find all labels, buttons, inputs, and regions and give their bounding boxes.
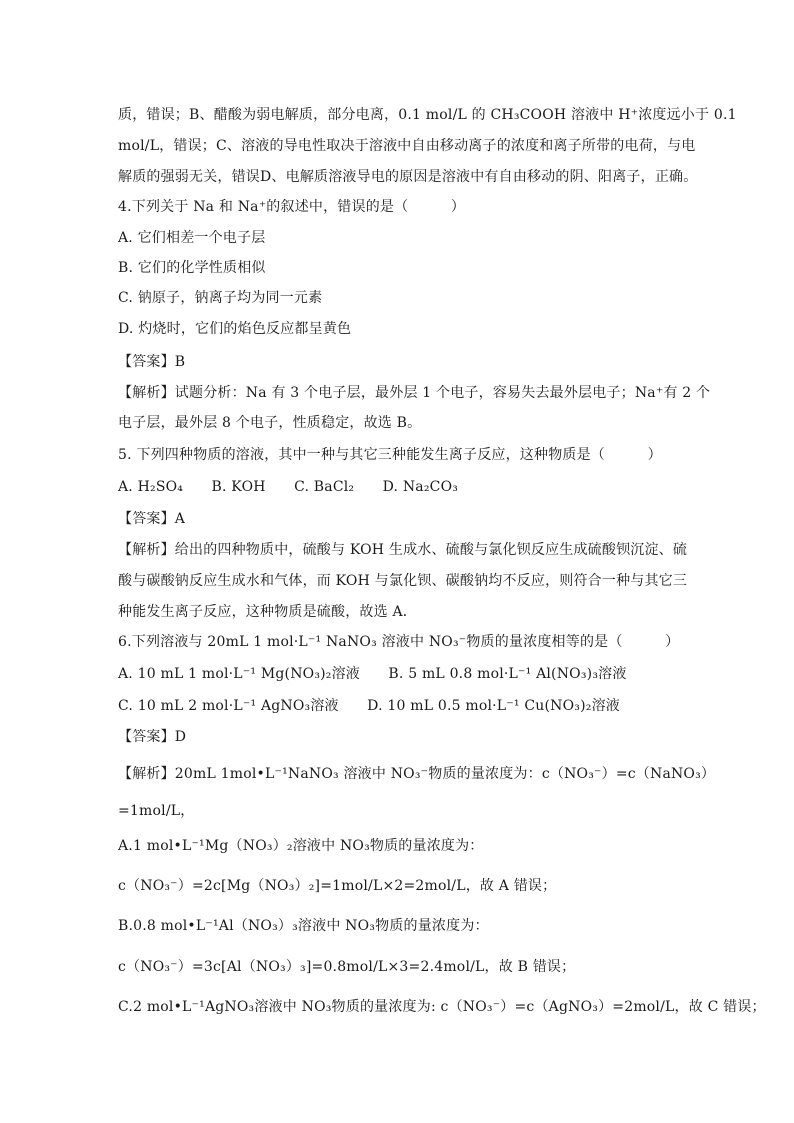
option-b: B. 它们的化学性质相似: [118, 260, 266, 276]
question-4-title: 4.下列关于 Na 和 Na⁺的叙述中，错误的是（ ）: [118, 199, 466, 215]
analysis-text: c（NO₃⁻）=2c[Mg（NO₃）₂]=1mol/L×2=2mol/L，故 A 错误；: [118, 878, 557, 894]
text-line: 解质的强弱无关，错误D、电解质溶液导电的原因是溶液中有自由移动的阴、阳离子，正确。: [118, 169, 698, 185]
option-a: A. 它们相差一个电子层: [118, 230, 266, 246]
question-5-title: 5. 下列四种物质的溶液，其中一种与其它三种能发生离子反应，这种物质是（ ）: [118, 447, 662, 463]
question-6-title: 6.下列溶液与 20mL 1 mol·L⁻¹ NaNO₃ 溶液中 NO₃⁻物质的量浓度相等的是（ ）: [118, 634, 680, 650]
answer-label: 【答案】A: [118, 511, 186, 527]
analysis-text: 电子层，最外层 8 个电子，性质稳定，故选 B。: [118, 415, 422, 431]
option-d: D. 灼烧时，它们的焰色反应都呈黄色: [118, 321, 352, 337]
answer-label: 【答案】D: [118, 729, 187, 745]
analysis-text: 种能发生离子反应，这种物质是硫酸，故选 A．: [118, 604, 417, 620]
text-line: 质，错误；B、醋酸为弱电解质，部分电离，0.1 mol/L 的 CH₃COOH 溶液中 H⁺浓度远小于 0.1: [118, 107, 737, 123]
answer-label: 【答案】B: [118, 354, 186, 370]
analysis-text: c（NO₃⁻）=3c[Al（NO₃）₃]=0.8mol/L×3=2.4mol/L，故 B 错误；: [118, 959, 576, 975]
analysis-text: 酸与碳酸钠反应生成水和气体，而 KOH 与氯化钡、碳酸钠均不反应，则符合一种与其它三: [118, 573, 688, 589]
analysis-text: B.0.8 mol•L⁻¹Al（NO₃）₃溶液中 NO₃物质的量浓度为：: [118, 918, 489, 934]
analysis-text: C.2 mol•L⁻¹AgNO₃溶液中 NO₃物质的量浓度为: c（NO₃⁻）=c（AgNO₃）=2mol/L，故 C 错误；: [118, 999, 766, 1015]
options-row: A. H₂SO₄ B. KOH C. BaCl₂ D. Na₂CO₃: [118, 479, 459, 495]
analysis-text: 【解析】试题分析：Na 有 3 个电子层，最外层 1 个电子，容易失去最外层电子；Na⁺有 2 个: [118, 385, 711, 401]
text-line: mol/L，错误；C、溶液的导电性取决于溶液中自由移动离子的浓度和离子所带的电荷，与电: [118, 138, 696, 154]
analysis-text: 【解析】20mL 1mol•L⁻¹NaNO₃ 溶液中 NO₃⁻物质的量浓度为：c（NO₃⁻）=c（NaNO₃）: [118, 766, 716, 782]
analysis-text: 【解析】给出的四种物质中，硫酸与 KOH 生成水、硫酸与氯化钡反应生成硫酸钡沉淀、硫: [118, 542, 688, 558]
analysis-text: A.1 mol•L⁻¹Mg（NO₃）₂溶液中 NO₃物质的量浓度为：: [118, 838, 484, 854]
analysis-text: =1mol/L，: [118, 803, 195, 819]
option-c: C. 钠原子，钠离子均为同一元素: [118, 290, 323, 306]
options-row: C. 10 mL 2 mol·L⁻¹ AgNO₃溶液 D. 10 mL 0.5 mol·L⁻¹ Cu(NO₃)₂溶液: [118, 698, 620, 714]
options-row: A. 10 mL 1 mol·L⁻¹ Mg(NO₃)₂溶液 B. 5 mL 0.8 mol·L⁻¹ Al(NO₃)₃溶液: [118, 666, 627, 682]
